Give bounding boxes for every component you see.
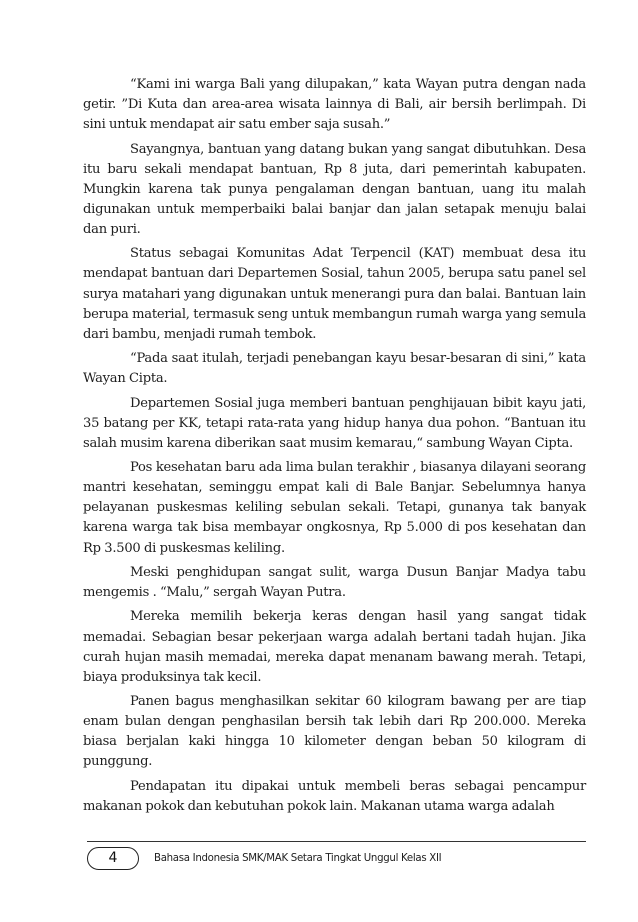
- paragraph: Status sebagai Komunitas Adat Terpencil (KAT) membuat desa itu mendapat bantuan dari Departemen Sosial, tahun 2005, berupa satu panel sel surya matahari yang digunakan untuk menerangi pura dan balai. Bantuan lain berupa material, termasuk seng untuk membangun rumah warga yang semula dari bambu, menjadi rumah tembok.: [83, 246, 586, 342]
- footer-divider: [87, 841, 586, 842]
- paragraph: “Kami ini warga Bali yang dilupakan,” kata Wayan putra dengan nada getir. ”Di Kuta dan area-area wisata lainnya di Bali, air bersih berlimpah. Di sini untuk mendapat air satu ember saja susah.”: [83, 77, 586, 133]
- paragraph: Mereka memilih bekerja keras dengan hasil yang sangat tidak memadai. Sebagian besar pekerjaan warga adalah bertani tadah hujan. Jika curah hujan masih memadai, mereka dapat menanam bawang merah. Tetapi, biaya produksinya tak kecil.: [83, 609, 586, 685]
- paragraph: Departemen Sosial juga memberi bantuan penghijauan bibit kayu jati, 35 batang per KK, tetapi rata-rata yang hidup hanya dua pohon. “Bantuan itu salah musim karena diberikan saat musim kemarau,“ sambung Wayan Cipta.: [83, 395, 586, 451]
- paragraph: Pos kesehatan baru ada lima bulan terakhir , biasanya dilayani seorang mantri kesehatan, seminggu empat kali di Bale Banjar. Sebelumnya hanya pelayanan puskesmas keliling sebulan sekali. Tetapi, gunanya tak banyak karena warga tak bisa membayar ongkosnya, Rp 5.000 di pos kesehatan dan Rp 3.500 di puskesmas keliling.: [83, 460, 586, 556]
- paragraph: Pendapatan itu dipakai untuk membeli beras sebagai pencampur makanan pokok dan kebutuhan pokok lain. Makanan utama warga adalah: [83, 778, 586, 814]
- paragraph: “Pada saat itulah, terjadi penebangan kayu besar-besaran di sini,” kata Wayan Cipta.: [83, 351, 586, 387]
- page-number: 4: [87, 847, 139, 870]
- paragraph: Sayangnya, bantuan yang datang bukan yang sangat dibutuhkan. Desa itu baru sekali mendapat bantuan, Rp 8 juta, dari pemerintah kabupaten. Mungkin karena tak punya pengalaman dengan bantuan, uang itu malah digunakan untuk memperbaiki balai banjar dan jalan setapak menuju balai dan puri.: [83, 141, 586, 237]
- paragraph: Panen bagus menghasilkan sekitar 60 kilogram bawang per are tiap enam bulan dengan penghasilan bersih tak lebih dari Rp 200.000. Mereka biasa berjalan kaki hingga 10 kilometer dengan beban 50 kilogram di punggung.: [83, 694, 586, 770]
- footer-book-title: Bahasa Indonesia SMK/MAK Setara Tingkat Unggul Kelas XII: [154, 853, 442, 864]
- paragraph: Meski penghidupan sangat sulit, warga Dusun Banjar Madya tabu mengemis . “Malu,” sergah Wayan Putra.: [83, 564, 586, 601]
- page-footer: [83, 841, 586, 881]
- body-text: [83, 75, 586, 821]
